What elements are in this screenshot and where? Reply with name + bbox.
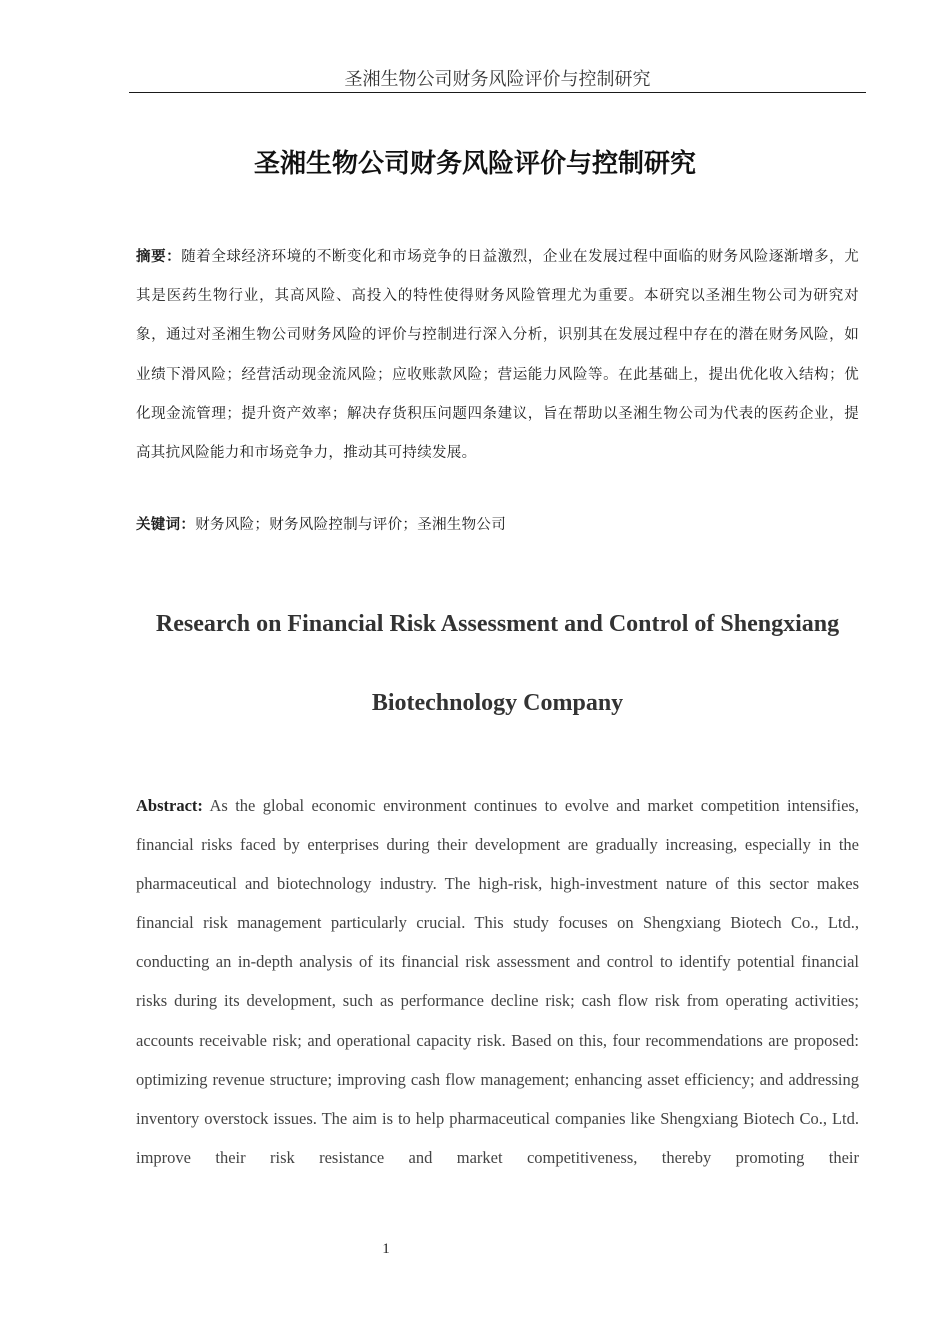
english-abstract-label: Abstract:: [136, 796, 203, 815]
english-abstract: [136, 786, 859, 1177]
chinese-keywords-text: 财务风险；财务风险控制与评价；圣湘生物公司: [195, 517, 507, 533]
english-title: Research on Financial Risk Assessment and Control of Shengxiang Biotechnology Company: [155, 611, 840, 716]
chinese-abstract-label: 摘要：: [136, 248, 182, 265]
chinese-abstract-text: 随着全球经济环境的不断变化和市场竞争的日益激烈，企业在发展过程中面临的财务风险逐渐增多，尤其是医药生物行业，其高风险、高投入的特性使得财务风险管理尤为重要。本研究以圣湘生物公司为研究对象，通过对圣湘生物公司财务风险的评价与控制进行深入分析，识别其在发展过程中存在的潜在财务风险，如业绩下滑风险；经营活动现金流风险；应收账款风险；营运能力风险等。在此基础上，提出优化收入结构；优化现金流管理；提升资产效率；解决存货积压问题四条建议，旨在帮助以圣湘生物公司为代表的医药企业，提高其抗风险能力和市场竞争力，推动其可持续发展。: [136, 249, 860, 462]
chinese-abstract: [136, 237, 859, 473]
chinese-title: 圣湘生物公司财务风险评价与控制研究: [253, 149, 696, 179]
chinese-keywords: [136, 510, 859, 540]
english-abstract-text: As the global economic environment continues to evolve and market competition intensifies, financial risks faced by enterprises during their development are gradually increasing, especially in the pharmaceutical and biotechnology industry. The high-risk, high-investment nature of this sector makes financial risk management particularly crucial. This study focuses on Shengxiang Biotech Co., Ltd., conducting an in-depth analysis of its financial risk assessment and control to identify potential financial risks during its development, such as performance decline risk; cash flow risk from operating activities; accounts receivable risk; and operational capacity risk. Based on this, four recommendations are proposed: optimizing revenue structure; improving cash flow management; enhancing asset efficiency; and addressing inventory overstock issues. The aim is to help pharmaceutical companies like Shengxiang Biotech Co., Ltd. improve their risk resistance and market competitiveness, thereby promoting their: [136, 796, 859, 1167]
running-header: 圣湘生物公司财务风险评价与控制研究: [129, 68, 866, 93]
page-number: 1: [382, 1241, 390, 1257]
chinese-keywords-label: 关键词：: [136, 516, 196, 533]
